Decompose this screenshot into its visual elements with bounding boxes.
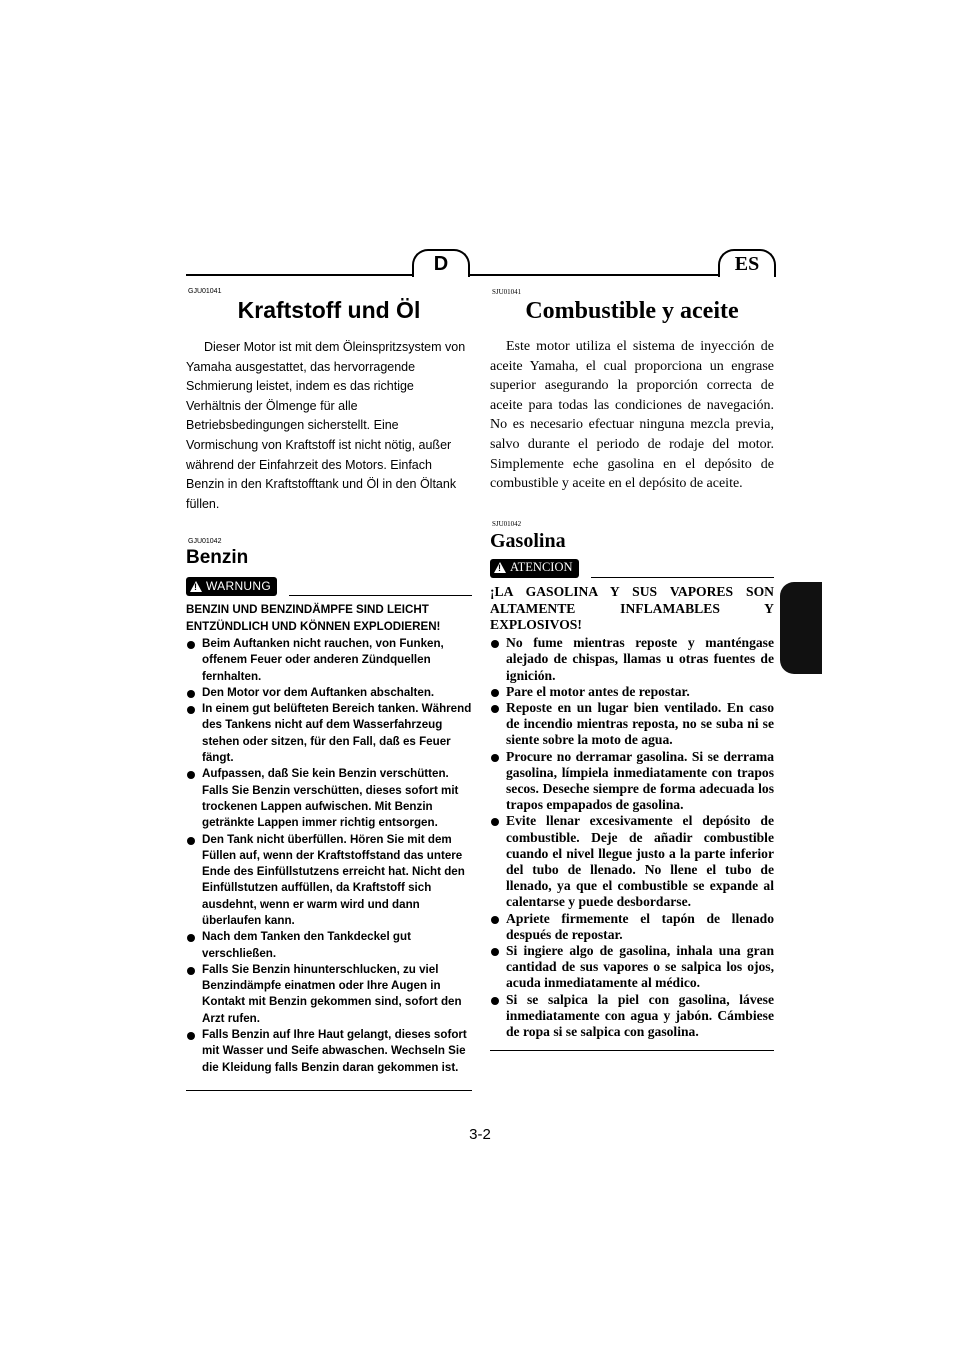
list-item: In einem gut belüfteten Bereich tanken. Während des Tankens nicht auf dem Wasserfahrzeug stehen oder sitzen, für den Fall, daß es Feuer fängt. [186,701,472,766]
bullet-icon [187,641,195,649]
bullet-icon [491,640,499,648]
subsection-code: GJU01042 [188,538,222,546]
subsection-title: Gasolina [490,529,566,552]
warning-badge [490,559,579,578]
warning-headline: ¡LA GASOLINA Y SUS VAPORES SON ALTAMENTE INFLAMABLES Y EXPLOSIVOS! [490,583,774,633]
list-item: Nach dem Tanken den Tankdeckel gut verschließen. [186,929,472,962]
list-item: Den Motor vor dem Auftanken abschalten. [186,685,472,701]
list-item: Reposte en un lugar bien ventilado. En caso de incendio mientras reposta, no se suba ni se siente sobre la moto de agua. [490,700,774,749]
header-rule [186,274,774,276]
list-item: No fume mientras reposte y manténgase alejado de chispas, llamas u otras fuentes de ignición. [490,635,774,684]
list-item: Aufpassen, daß Sie kein Benzin verschütten. Falls Sie Benzin verschütten, dieses sofort mit trockenen Lappen aufwischen. Mit Benzin getränkte Lappen immer richtig entsorgen. [186,766,472,831]
subsection-title: Benzin [186,547,249,569]
list-item: Procure no derramar gasolina. Si se derrama gasolina, límpiela inmediatamente con trapos secos. Deseche siempre de forma adecuada los trapos empapados de gasolina. [490,749,774,814]
intro-paragraph: Este motor utiliza el sistema de inyección de aceite Yamaha, el cual proporciona un engrase superior asegurando la proporción correcta de aceite para todas las condiciones de navegación. No es necesario efectuar ninguna mezcla previa, salvo durante el periodo de rodaje del motor. Simplemente eche gasolina en el depósito de combustible y aceite en el depósito de aceite. [490,339,774,492]
bullet-icon [187,690,195,698]
bullet-icon [491,705,499,713]
section-title: Combustible y aceite [525,298,739,324]
list-item: Falls Sie Benzin hinunterschlucken, zu viel Benzindämpfe einatmen oder Ihre Augen in Kontakt mit Benzin gekommen sind, sofort den Arzt rufen. [186,962,472,1027]
warning-headline: BENZIN UND BENZINDÄMPFE SIND LEICHT ENTZÜNDLICH UND KÖNNEN EXPLODIEREN! [186,603,441,633]
warning-header [186,577,472,596]
warning-end-rule [490,1050,774,1051]
page-number: 3-2 [469,1126,491,1143]
language-tab-de: D [412,249,470,277]
list-item: Den Tank nicht überfüllen. Hören Sie mit dem Füllen auf, wenn der Kraftstoffstand das untere Ende des Einfüllstutzens erreicht hat. Nicht den Einfüllstutzen auffüllen, da Kraftstoff sich ausdehnt, wenn er warm wird und dann überlaufen kann. [186,832,472,930]
bullet-icon [491,754,499,762]
warning-list [186,636,472,1076]
bullet-icon [491,818,499,826]
bullet-icon [187,706,195,714]
bullet-icon [491,916,499,924]
list-item: Si ingiere algo de gasolina, inhala una gran cantidad de sus vapores o se salpica los ojos, acuda inmediatamente al médico. [490,943,774,992]
bullet-icon [187,967,195,975]
list-item: Falls Benzin auf Ihre Haut gelangt, dieses sofort mit Wasser und Seife abwaschen. Wechseln Sie die Kleidung falls Benzin daran gekommen ist. [186,1027,472,1076]
bullet-icon [491,689,499,697]
list-item: Si se salpica la piel con gasolina, lávese inmediatamente con agua y jabón. Cámbiese de ropa si se salpica con gasolina. [490,992,774,1041]
warning-rule [591,577,775,578]
list-item: Apriete firmemente el tapón de llenado después de repostar. [490,911,774,943]
section-code: GJU01041 [188,288,222,295]
section-code: SJU01041 [492,288,522,296]
list-item: Beim Auftanken nicht rauchen, von Funken, offenem Feuer oder anderen Zündquellen fernhalten. [186,636,472,685]
warning-rule [289,595,472,596]
bullet-icon [187,934,195,942]
intro-paragraph: Dieser Motor ist mit dem Öleinspritzsystem von Yamaha ausgestattet, das hervorragende Schmierung leistet, indem es das richtige Verhältnis der Ölmenge für alle Betriebsbedingungen sicherstellt. Eine Vormischung von Kraftstoff ist nicht nötig, außer während der Einfahrzeit des Motors. Einfach Benzin in den Kraftstofftank und Öl in den Öltank füllen. [186,340,466,511]
bullet-icon [187,771,195,779]
chapter-side-tab [780,582,822,674]
warning-triangle-icon [494,562,506,573]
warning-triangle-icon [190,581,202,592]
warning-header [490,559,774,578]
bullet-icon [187,1032,195,1040]
list-item: Evite llenar excesivamente el depósito de combustible. Deje de añadir combustible cuando el nivel llegue justo a la parte inferior del tubo de llenado. No llene el tubo de llenado, ya que el combustible se expande al calentarse y puede desbordarse. [490,813,774,910]
warning-label: WARNUNG [206,579,271,594]
language-tab-es: ES [718,249,776,277]
warning-end-rule [186,1090,472,1091]
bullet-icon [491,997,499,1005]
warning-list [490,635,774,1040]
bullet-icon [491,948,499,956]
section-title: Kraftstoff und Öl [237,297,421,323]
spanish-column [490,288,774,1051]
warning-label: ATENCION [510,560,573,575]
german-column [186,288,472,1091]
bullet-icon [187,837,195,845]
warning-badge [186,577,277,596]
subsection-code: SJU01042 [492,519,522,528]
list-item: Pare el motor antes de repostar. [490,684,774,700]
